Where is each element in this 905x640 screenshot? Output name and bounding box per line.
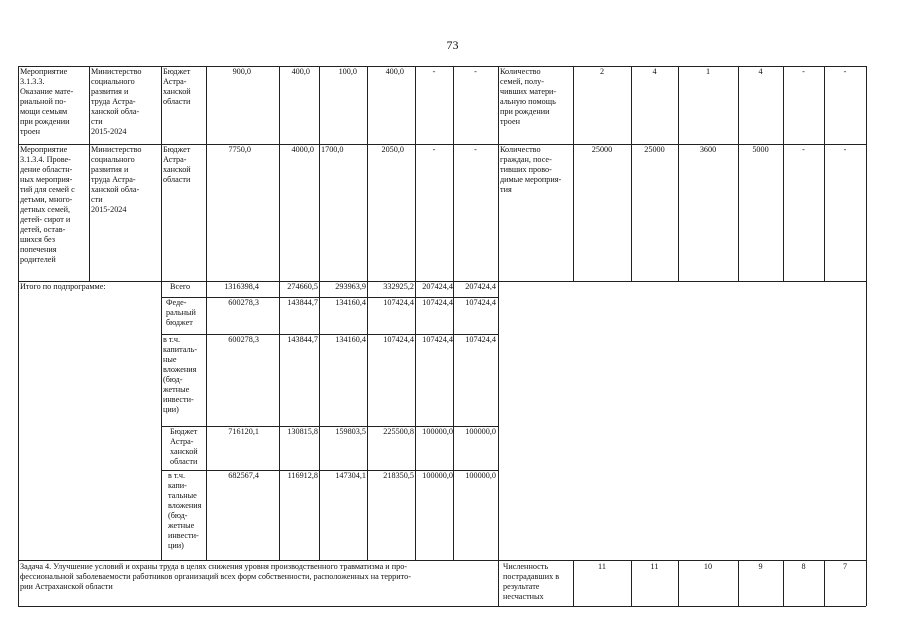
value-cell: 100000,0 [465, 471, 496, 480]
target-cell: 1 [705, 67, 711, 76]
column-divider [498, 66, 499, 606]
total-label: Итого по подпрограмме: [20, 282, 106, 291]
value-cell: 218350,5 [383, 471, 414, 480]
value-cell: 107424,4 [422, 298, 453, 307]
value-cell: 600278,3 [228, 298, 259, 307]
funding-source-cell: Бюджет Астра- ханской области [163, 145, 191, 184]
page-number: 73 [446, 38, 459, 52]
value-cell: 600278,3 [228, 335, 259, 344]
value-cell: 400,0 [385, 67, 404, 76]
value-cell: 2050,0 [381, 145, 404, 154]
column-divider [161, 66, 162, 560]
value-cell: - [474, 67, 477, 76]
value-cell: 134160,4 [335, 298, 366, 307]
value-cell: 682567,4 [228, 471, 259, 480]
target-cell: 8 [801, 562, 806, 571]
value-cell: 130815,8 [287, 427, 318, 436]
column-divider [367, 66, 368, 560]
value-cell: 293963,9 [335, 282, 366, 291]
value-cell: 225500,8 [383, 427, 414, 436]
funding-source-cell: в т.ч. капиталь- ные вложения (бюд- жетные инвести- ции) [163, 335, 198, 414]
value-cell: 100000,0 [422, 427, 453, 436]
value-cell: 400,0 [291, 67, 310, 76]
indicator-cell: Численность пострадавших в результате несчастных [503, 562, 560, 601]
value-cell: 332925,2 [383, 282, 414, 291]
indicator-cell: Количество семей, полу- чивших матери- альную помощь при рождении троен [500, 67, 557, 126]
column-divider [573, 66, 574, 281]
value-cell: 143844,7 [287, 335, 318, 344]
value-cell: 1700,0 [321, 145, 344, 154]
value-cell: 900,0 [232, 67, 251, 76]
column-divider [279, 66, 280, 560]
column-divider [415, 66, 416, 560]
value-cell: 100,0 [338, 67, 357, 76]
value-cell: - [432, 67, 436, 76]
target-cell: - [843, 145, 847, 154]
column-divider [453, 66, 454, 560]
executor-cell: Министерство социального развития и труда Астра- ханской обла- сти 2015-2024 [91, 145, 142, 214]
column-divider [678, 66, 679, 281]
column-divider [206, 66, 207, 560]
target-cell: - [802, 67, 805, 76]
value-cell: 274660,5 [287, 282, 318, 291]
value-cell: 207424,4 [422, 282, 453, 291]
value-cell: - [432, 145, 436, 154]
value-cell: 100000,0 [465, 427, 496, 436]
value-cell: 107424,4 [465, 335, 496, 344]
column-divider [738, 66, 739, 281]
executor-cell: Министерство социального развития и труда Астра- ханской обла- сти 2015-2024 [91, 67, 142, 136]
value-cell: 107424,4 [383, 298, 414, 307]
target-cell: 2 [599, 67, 605, 76]
value-cell: 7750,0 [228, 145, 251, 154]
value-cell: 100000,0 [422, 471, 453, 480]
table-right-border [866, 66, 867, 606]
column-divider [824, 66, 825, 281]
value-cell: 143844,7 [287, 298, 318, 307]
target-cell: 5000 [752, 145, 769, 154]
value-cell: 107424,4 [422, 335, 453, 344]
target-cell: 9 [758, 562, 763, 571]
indicator-cell: Количество граждан, посе- тивших прово- димые мероприя- тия [500, 145, 562, 194]
column-divider [89, 66, 90, 281]
funding-source-cell: Бюджет Астра- ханской области [170, 427, 198, 466]
table-left-border [18, 66, 19, 606]
table-bottom-border [18, 606, 866, 607]
value-cell: 116912,8 [287, 471, 318, 480]
target-cell: 11 [598, 562, 606, 571]
target-cell: 11 [650, 562, 659, 571]
target-cell: 4 [652, 67, 657, 76]
funding-source-cell: Бюджет Астра- ханской области [163, 67, 191, 106]
target-cell: 3600 [699, 145, 717, 154]
value-cell: 1316398,4 [224, 282, 259, 291]
target-cell: 25000 [644, 145, 665, 154]
target-cell: - [843, 67, 847, 76]
target-cell: 7 [842, 562, 848, 571]
value-cell: 159803,5 [335, 427, 366, 436]
measure-name-cell: Мероприятие 3.1.3.4. Прове- дение областн- ных мероприя- тий для семей с детьми, много- детных семей, детей- сирот и детей, остав- шихся без попечения родителей [20, 145, 75, 264]
value-cell: 207424,4 [465, 282, 496, 291]
value-cell: 107424,4 [465, 298, 496, 307]
target-cell: - [802, 145, 805, 154]
value-cell: 134160,4 [335, 335, 366, 344]
funding-source-cell: Всего [170, 282, 191, 291]
column-divider [783, 66, 784, 281]
value-cell: 147304,1 [335, 471, 366, 480]
value-cell: 107424,4 [383, 335, 414, 344]
funding-source-cell: Феде- ральный бюджет [166, 298, 196, 327]
column-divider [631, 66, 632, 281]
target-cell: 25000 [591, 145, 613, 154]
task-description: Задача 4. Улучшение условий и охраны труда в целях снижения уровня производственного травматизма и про- фессиональной заболеваемости работников организаций всех форм собственности, расположенных на террито- рии Астраханской области [20, 562, 411, 591]
measure-name-cell: Мероприятие 3.1.3.3. Оказание мате- риальной по- мощи семьям при рождении троен [20, 67, 74, 136]
column-divider [319, 66, 320, 560]
funding-source-cell: в т.ч. капи- тальные вложения (бюд- жетные инвести- ции) [168, 471, 202, 550]
target-cell: 10 [703, 562, 713, 571]
value-cell: 716120,1 [228, 427, 259, 436]
value-cell: 4000,0 [291, 145, 314, 154]
target-cell: 4 [758, 67, 763, 76]
value-cell: - [474, 145, 477, 154]
